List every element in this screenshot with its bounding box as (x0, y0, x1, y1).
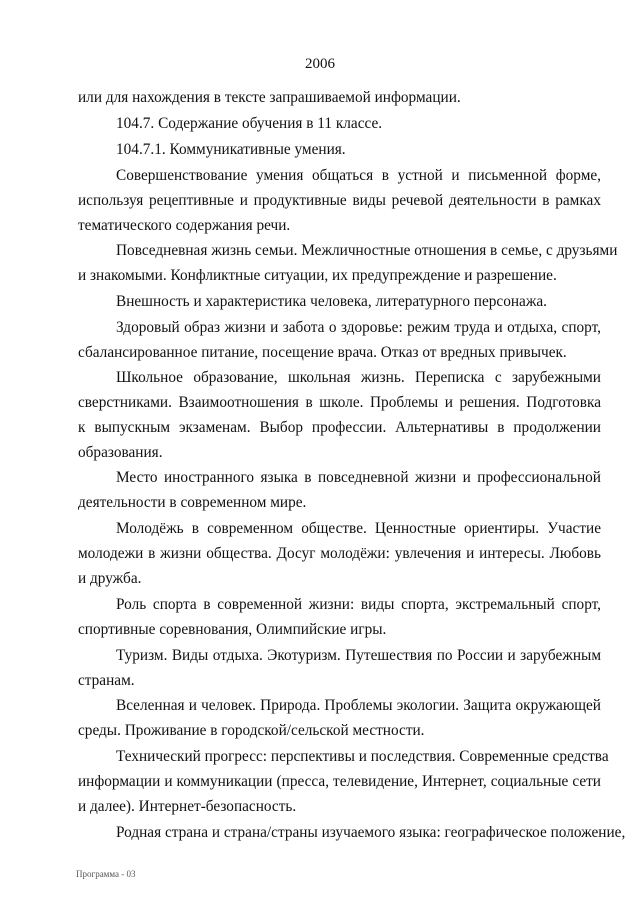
text-line: деятельности в современном мире. (78, 494, 307, 511)
text-line: Молодёжь в современном обществе. Ценностные ориентиры. Участие (116, 520, 601, 537)
text-line: сверстниками. Взаимоотношения в школе. Проблемы и решения. Подготовка (78, 394, 601, 411)
text-line: Туризм. Виды отдыха. Экотуризм. Путешествия по России и зарубежным (116, 647, 601, 664)
text-line: образования. (78, 444, 163, 461)
text-line: Здоровый образ жизни и забота о здоровье: режим труда и отдыха, спорт, (116, 319, 601, 336)
text-line: Родная страна и страна/страны изучаемого языка: географическое положение, (116, 824, 626, 841)
text-line: Вселенная и человек. Природа. Проблемы экологии. Защита окружающей (116, 697, 601, 714)
text-line: молодежи в жизни общества. Досуг молодёжи: увлечения и интересы. Любовь (78, 545, 601, 562)
text-line: и дружба. (78, 570, 142, 587)
text-line: Внешность и характеристика человека, литературного персонажа. (116, 293, 548, 310)
text-line: Место иностранного языка в повседневной жизни и профессиональной (116, 469, 601, 486)
text-line: сбалансированное питание, посещение врача. Отказ от вредных привычек. (78, 344, 567, 361)
page-number: 2006 (305, 56, 335, 72)
text-line: или для нахождения в тексте запрашиваемой информации. (78, 89, 461, 106)
text-line: тематического содержания речи. (78, 217, 291, 234)
section-heading: 104.7. Содержание обучения в 11 классе. (116, 115, 383, 132)
text-line: к выпускным экзаменам. Выбор профессии. Альтернативы в продолжении (78, 419, 601, 436)
page-footer: Программа - 03 (76, 869, 136, 879)
text-line: и знакомыми. Конфликтные ситуации, их предупреждение и разрешение. (78, 267, 557, 284)
subsection-heading: 104.7.1. Коммуникативные умения. (116, 141, 346, 158)
text-line: Роль спорта в современной жизни: виды спорта, экстремальный спорт, (116, 596, 601, 613)
text-line: Повседневная жизнь семьи. Межличностные отношения в семье, с друзьями (116, 242, 618, 259)
text-line: Совершенствование умения общаться в устной и письменной форме, (116, 167, 601, 184)
text-line: спортивные соревнования, Олимпийские игры. (78, 621, 387, 638)
text-line: используя рецептивные и продуктивные виды речевой деятельности в рамках (78, 192, 601, 209)
text-line: странам. (78, 672, 135, 689)
text-line: информации и коммуникации (пресса, телевидение, Интернет, социальные сети (78, 773, 601, 790)
text-line: среды. Проживание в городской/сельской местности. (78, 722, 425, 739)
text-line: и далее). Интернет-безопасность. (78, 798, 297, 815)
text-line: Школьное образование, школьная жизнь. Переписка с зарубежными (116, 369, 601, 386)
text-line: Технический прогресс: перспективы и последствия. Современные средства (116, 748, 609, 765)
